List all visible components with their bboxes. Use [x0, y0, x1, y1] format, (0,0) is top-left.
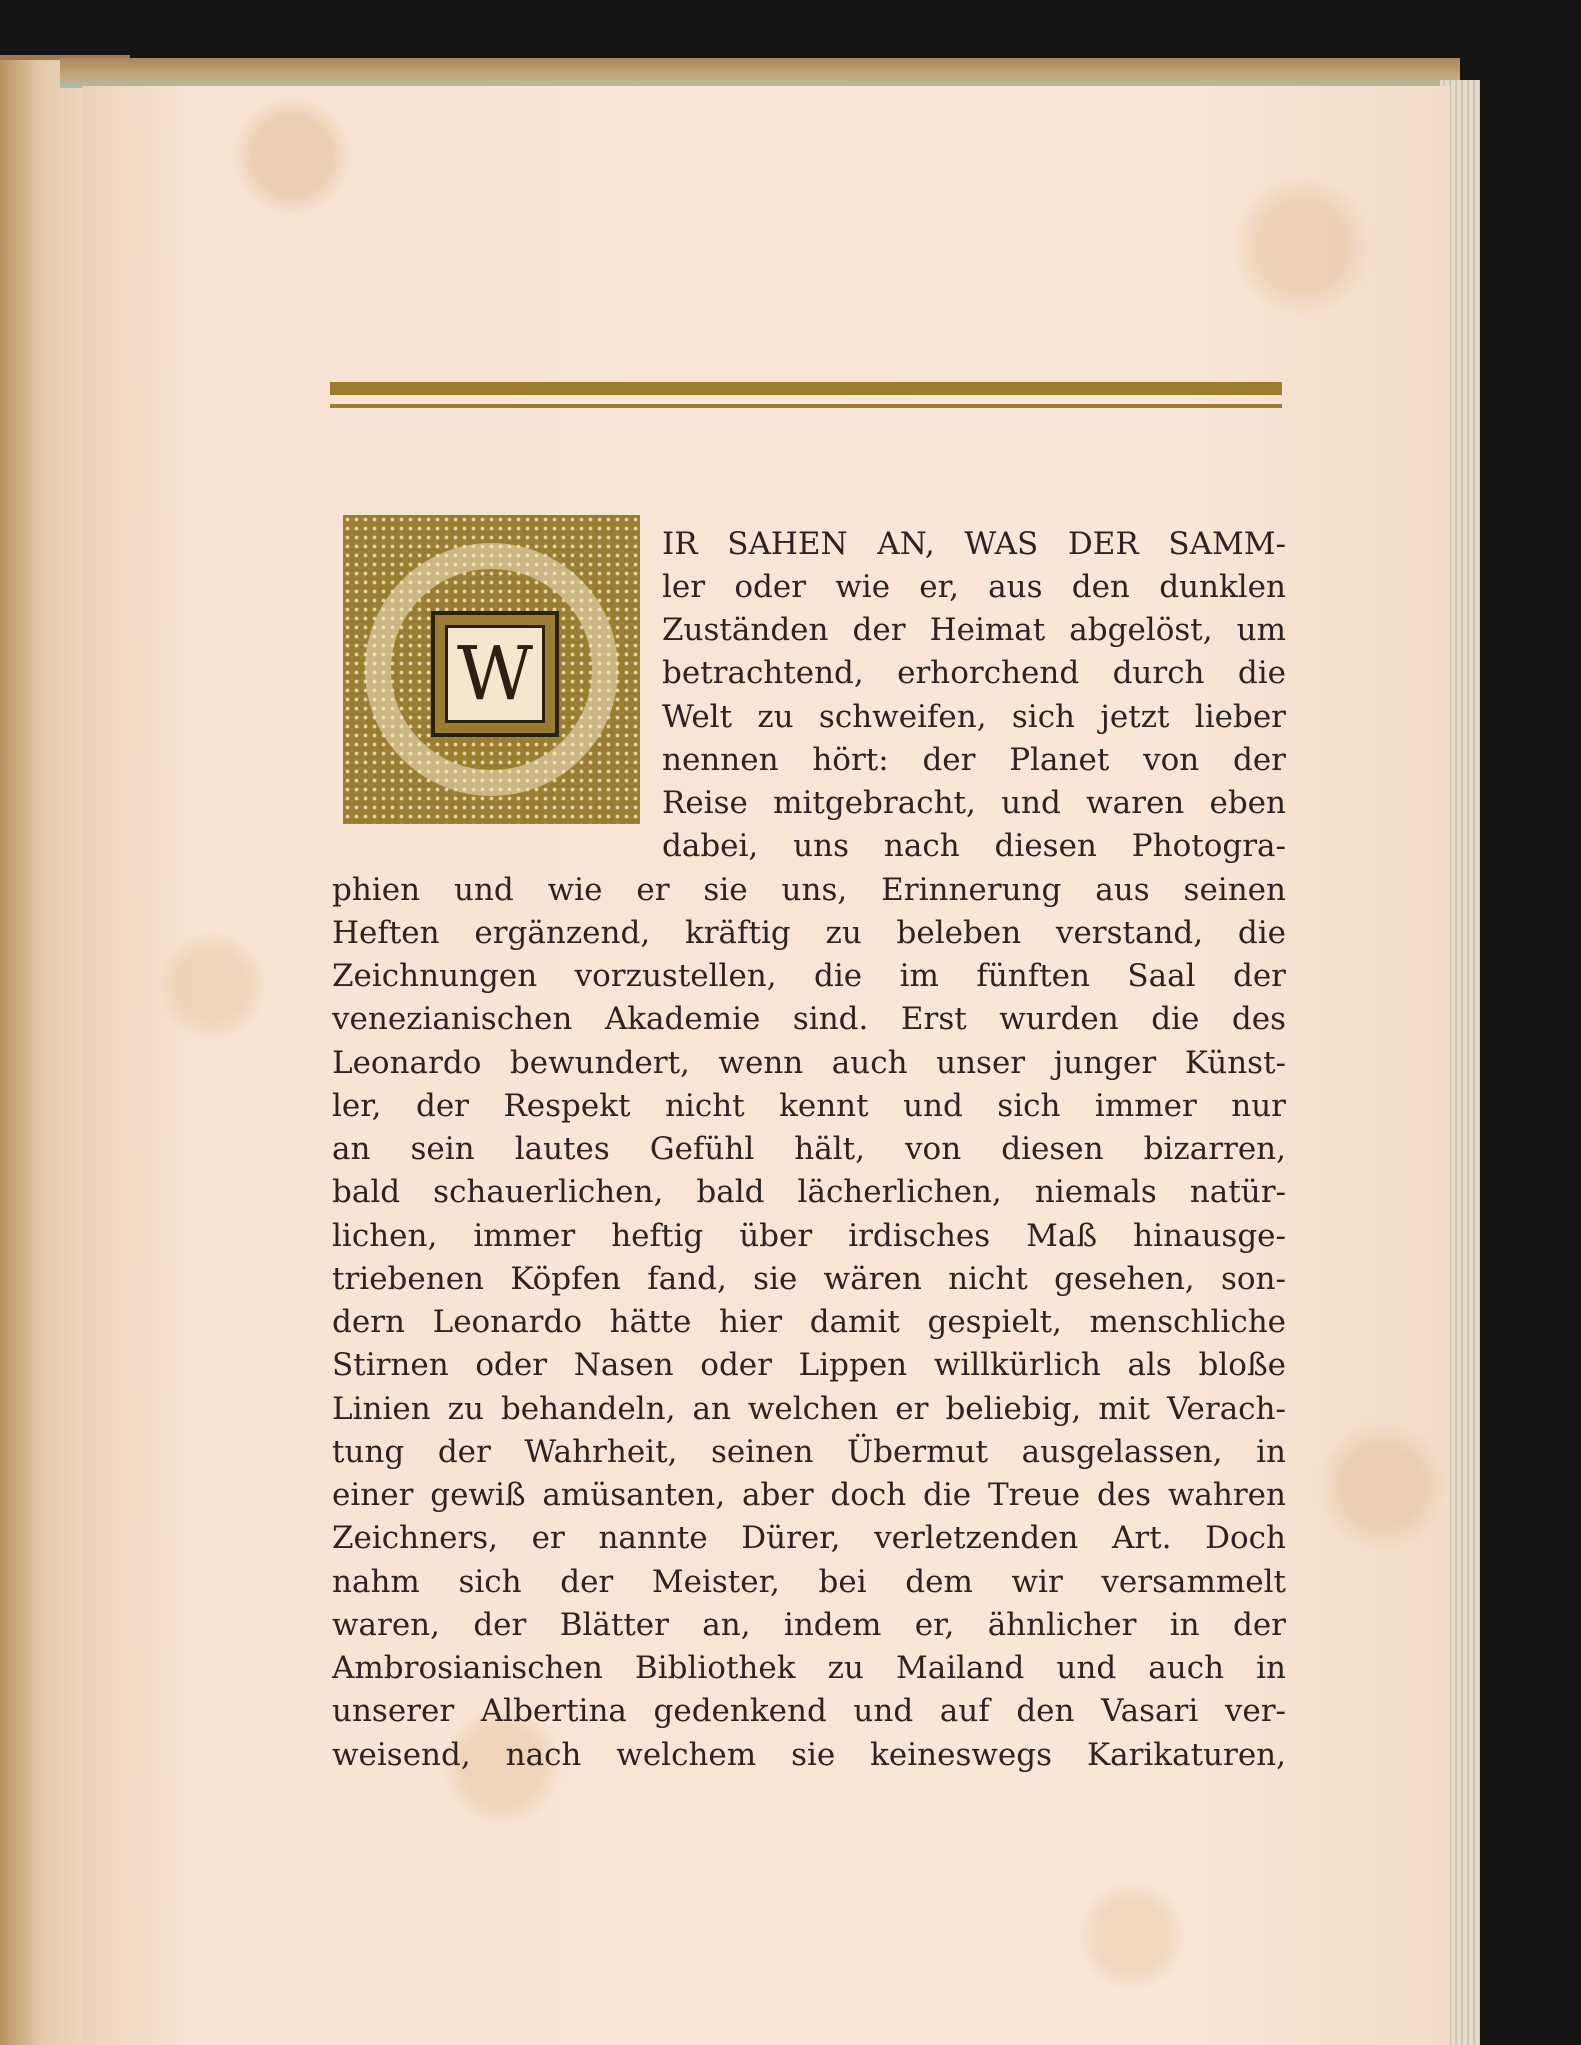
text-line: an sein lautes Gefühl hält, von diesen bizarren, — [332, 1131, 1286, 1167]
text-line: Linien zu behandeln, an welchen er beliebig, mit Verach- — [332, 1391, 1286, 1427]
initial-letter: W — [445, 625, 545, 723]
text-line: weisend, nach welchem sie keineswegs Karikaturen, — [332, 1737, 1286, 1773]
text-line: waren, der Blätter an, indem er, ähnlicher in der — [332, 1607, 1286, 1643]
left-page-edge — [0, 60, 86, 2045]
text-line: dabei, uns nach diesen Photogra- — [662, 828, 1286, 864]
text-line: betrachtend, erhorchend durch die — [662, 655, 1286, 691]
text-line: Zeichnungen vorzustellen, die im fünften Saal der — [332, 958, 1286, 994]
text-line: Zuständen der Heimat abgelöst, um — [662, 612, 1286, 648]
header-rule-thin — [330, 404, 1282, 408]
text-line: nahm sich der Meister, bei dem wir versammelt — [332, 1564, 1286, 1600]
text-line: triebenen Köpfen fand, sie wären nicht gesehen, son- — [332, 1261, 1286, 1297]
text-line: venezianischen Akademie sind. Erst wurden die des — [332, 1001, 1286, 1037]
text-line: Welt zu schweifen, sich jetzt lieber — [662, 699, 1286, 735]
text-line: Stirnen oder Nasen oder Lippen willkürlich als bloße — [332, 1347, 1286, 1383]
text-line: Ambrosianischen Bibliothek zu Mailand und auch in — [332, 1650, 1286, 1686]
initial-frame — [431, 611, 559, 737]
book-page — [82, 86, 1450, 2045]
decorated-initial — [343, 515, 640, 824]
text-line: phien und wie er sie uns, Erinnerung aus seinen — [332, 872, 1286, 908]
text-line: Heften ergänzend, kräftig zu beleben verstand, die — [332, 915, 1286, 951]
text-line: dern Leonardo hätte hier damit gespielt, menschliche — [332, 1304, 1286, 1340]
text-line: nennen hört: der Planet von der — [662, 742, 1286, 778]
text-line: einer gewiß amüsanten, aber doch die Treue des wahren — [332, 1477, 1286, 1513]
text-line: Leonardo bewundert, wenn auch unser junger Künst- — [332, 1045, 1286, 1081]
text-line: unserer Albertina gedenkend und auf den Vasari ver- — [332, 1693, 1286, 1729]
text-line: bald schauerlichen, bald lächerlichen, niemals natür- — [332, 1174, 1286, 1210]
header-rule-thick — [330, 382, 1282, 395]
text-line: lichen, immer heftig über irdisches Maß hinausge- — [332, 1218, 1286, 1254]
text-line: Reise mitgebracht, und waren eben — [662, 785, 1286, 821]
text-line: ler, der Respekt nicht kennt und sich immer nur — [332, 1088, 1286, 1124]
text-line: IR SAHEN AN, WAS DER SAMM- — [662, 526, 1286, 562]
text-line: tung der Wahrheit, seinen Übermut ausgelassen, in — [332, 1434, 1286, 1470]
text-line: ler oder wie er, aus den dunklen — [662, 569, 1286, 605]
page-top-edge — [60, 58, 1460, 88]
text-line: Zeichners, er nannte Dürer, verletzenden Art. Doch — [332, 1520, 1286, 1556]
